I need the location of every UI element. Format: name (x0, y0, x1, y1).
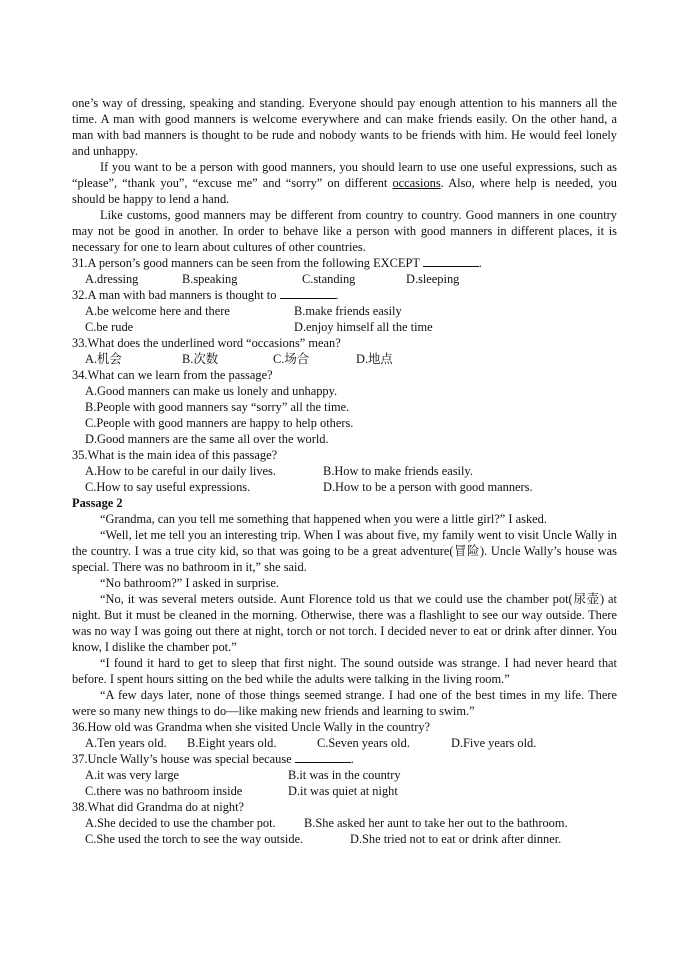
option-b: B.How to make friends easily. (323, 464, 473, 478)
question-36: 36.How old was Grandma when she visited Uncle Wally in the country? (72, 720, 431, 734)
question-31-end: . (478, 256, 482, 270)
passage2-paragraph-4: “No, it was several meters outside. Aunt Florence told us that we could use the chamber pot(尿壶) at night. But it must be cleaned in the morning. Otherwise, there was a flashlight to see our way outside. There was no way I was going out there at night, torch or not torch. I decided never to eat or drink after dinner. You know, I dislike the chamber pot.” (72, 592, 617, 654)
option-c: C.be rude (85, 320, 134, 334)
question-33-options (72, 351, 617, 367)
option-a: A.How to be careful in our daily lives. (85, 464, 276, 478)
question-31-options (72, 271, 617, 287)
option-c: C.Seven years old. (317, 736, 410, 750)
question-32-stem: 32.A man with bad manners is thought to (72, 288, 277, 302)
passage2-paragraph-1: “Grandma, can you tell me something that happened when you were a little girl?” I asked. (100, 512, 547, 526)
option-b: B.speaking (182, 272, 238, 286)
question-31 (72, 255, 617, 271)
option-b: B.次数 (182, 352, 219, 366)
option-d: D.She tried not to eat or drink after dinner. (350, 832, 562, 846)
question-35: 35.What is the main idea of this passage? (72, 448, 278, 462)
option-d: D.sleeping (406, 272, 460, 286)
question-31-stem: 31.A person’s good manners can be seen from the following EXCEPT (72, 256, 420, 270)
option-a: A.it was very large (85, 768, 180, 782)
question-36-options (72, 735, 617, 751)
question-37-stem: 37.Uncle Wally’s house was special because (72, 752, 292, 766)
option-d: D.Five years old. (451, 736, 537, 750)
passage2-paragraph-3: “No bathroom?” I asked in surprise. (100, 576, 279, 590)
option-b: B.make friends easily (294, 304, 402, 318)
option-b: B.She asked her aunt to take her out to the bathroom. (304, 816, 568, 830)
question-37 (72, 751, 617, 767)
passage2-paragraph-2: “Well, let me tell you an interesting trip. When I was about five, my family went to visit Uncle Wally in the country. I was a true city kid, so that was going to be a great adventure(冒险). Uncle Wally’s house was special. There was no bathroom in it,” she said. (72, 528, 617, 574)
option-d: D.it was quiet at night (288, 784, 398, 798)
question-34-option-b: B.People with good manners say “sorry” all the time. (85, 400, 350, 414)
question-38-options-cd (72, 831, 617, 847)
question-32-options-ab (72, 303, 617, 319)
passage1-paragraph-3: Like customs, good manners may be different from country to country. Good manners in one country may not be good in another. In order to behave like a person with good manners in different places, it is necessary for one to learn about cultures of other countries. (72, 208, 617, 254)
question-38-options-ab (72, 815, 617, 831)
question-34-option-a: A.Good manners can make us lonely and unhappy. (85, 384, 338, 398)
answer-blank (280, 287, 336, 299)
option-b: B.Eight years old. (187, 736, 277, 750)
option-b: B.it was in the country (288, 768, 401, 782)
option-a: A.机会 (85, 352, 122, 366)
question-34-option-c: C.People with good manners are happy to help others. (85, 416, 354, 430)
question-33: 33.What does the underlined word “occasions” mean? (72, 336, 341, 350)
answer-blank (295, 751, 351, 763)
document-page (72, 95, 617, 847)
question-32-options-cd (72, 319, 617, 335)
underlined-word-occasions: occasions (392, 176, 441, 190)
option-c: C.there was no bathroom inside (85, 784, 243, 798)
passage1-paragraph-2 (72, 159, 617, 207)
passage-2-heading: Passage 2 (72, 496, 123, 510)
question-35-options-ab (72, 463, 617, 479)
option-a: A.Ten years old. (85, 736, 167, 750)
passage2-paragraph-5: “I found it hard to get to sleep that first night. The sound outside was strange. I had never heard that before. I spent hours sitting on the bed while the adults were talking in the living room.” (72, 656, 617, 686)
question-37-end: . (350, 752, 354, 766)
option-a: A.She decided to use the chamber pot. (85, 816, 276, 830)
question-38: 38.What did Grandma do at night? (72, 800, 245, 814)
question-34-option-d: D.Good manners are the same all over the world. (85, 432, 329, 446)
question-35-options-cd (72, 479, 617, 495)
option-c: C.She used the torch to see the way outside. (85, 832, 304, 846)
option-c: C.standing (302, 272, 356, 286)
question-37-options-ab (72, 767, 617, 783)
question-34: 34.What can we learn from the passage? (72, 368, 273, 382)
question-37-options-cd (72, 783, 617, 799)
option-d: D.enjoy himself all the time (294, 320, 433, 334)
question-32-end: . (335, 288, 339, 302)
passage1-paragraph-2-text: If you want to be a person with good manners, you should learn to use one useful expressions, such as “please”, “thank you”, “excuse me” and “sorry” on different (72, 160, 617, 190)
option-d: D.How to be a person with good manners. (323, 480, 533, 494)
option-a: A.dressing (85, 272, 139, 286)
passage2-paragraph-6: “A few days later, none of those things seemed strange. I had one of the best times in my life. There were so many new things to do—like making new friends and learning to swim.” (72, 688, 617, 718)
option-c: C.How to say useful expressions. (85, 480, 251, 494)
option-a: A.be welcome here and there (85, 304, 230, 318)
option-c: C.场合 (273, 352, 310, 366)
option-d: D.地点 (356, 352, 393, 366)
question-32 (72, 287, 617, 303)
passage1-paragraph-2-end: . Also, where help is needed, you should be happy to lend a hand. (72, 176, 618, 206)
passage1-paragraph-1: one’s way of dressing, speaking and standing. Everyone should pay enough attention to his manners all the time. A man with good manners is welcome everywhere and can make friends easily. On the other hand, a man with bad manners is thought to be rude and nobody wants to be friends with him. He would feel lonely and unhappy. (72, 96, 617, 158)
answer-blank (423, 255, 479, 267)
